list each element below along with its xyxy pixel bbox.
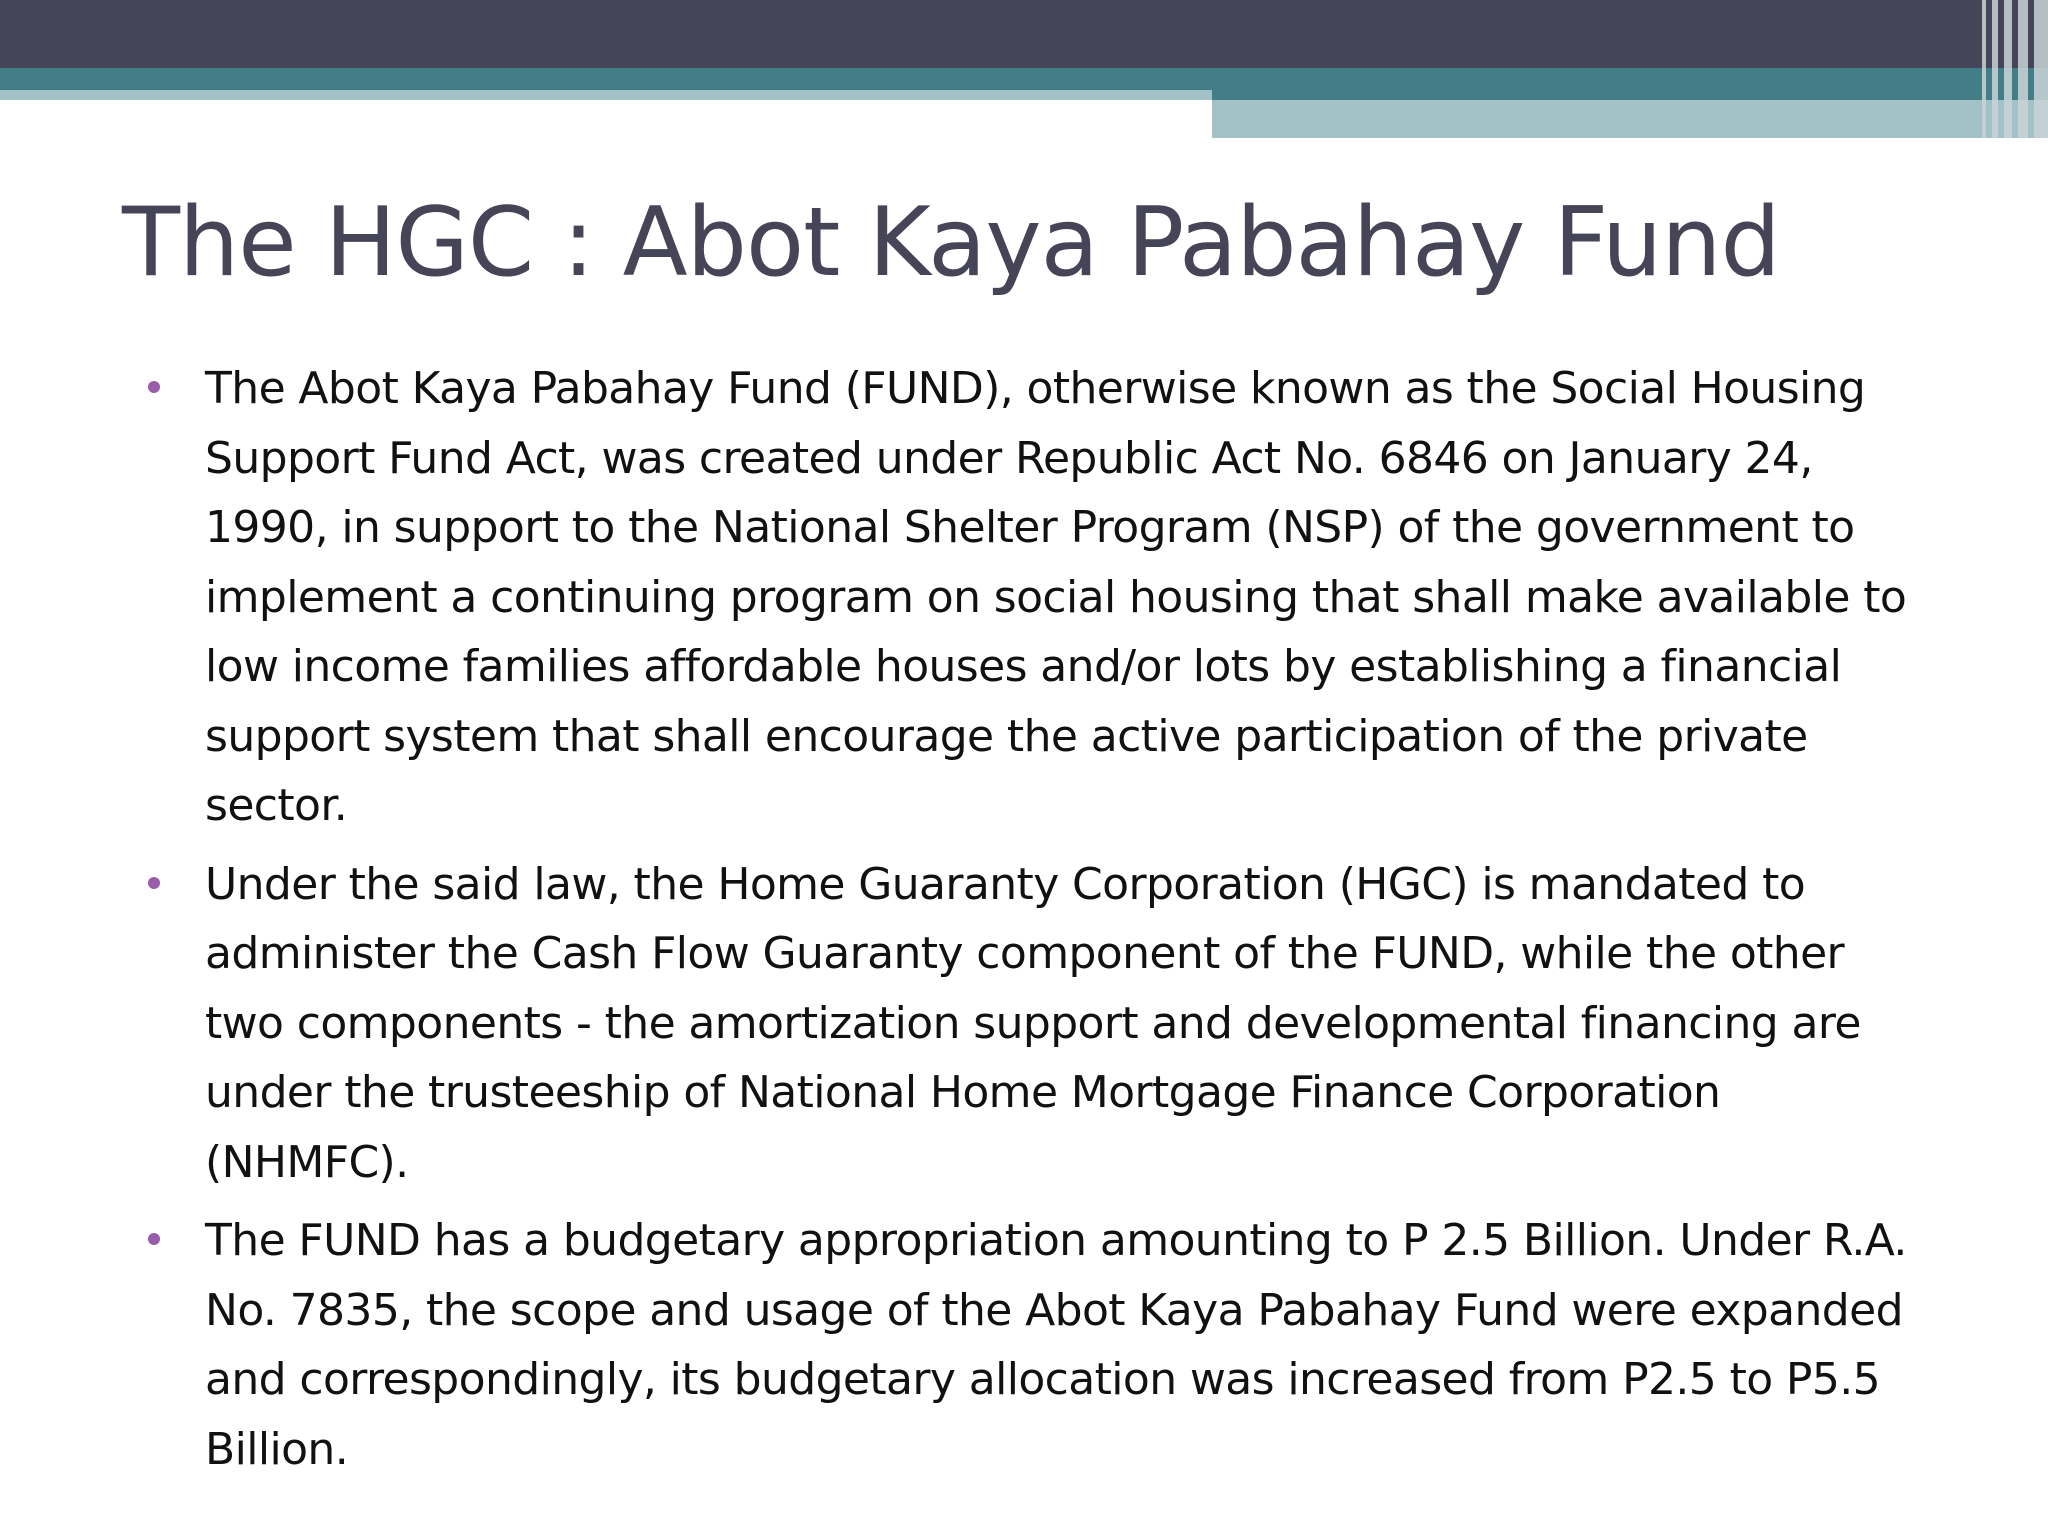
bullet-text: The FUND has a budgetary appropriation amounting to P 2.5 Billion. Under R.A. No. 7835, the scope and usage of the Abot Kaya Pabahay Fund were expanded and correspondingly, its budgetary allocation was increased from P2.5 to P5.5 Billion. — [205, 1215, 1907, 1475]
bullet-text: Under the said law, the Home Guaranty Corporation (HGC) is mandated to administer the Cash Flow Guaranty component of the FUND, while the other two components - the amortization support and developmental financing are under the trusteeship of National Home Mortgage Finance Corporation (NHMFC). — [205, 858, 1861, 1188]
bullet-item — [148, 1206, 1928, 1484]
header-band-light-right — [1212, 100, 2048, 138]
bullet-text: The Abot Kaya Pabahay Fund (FUND), otherwise known as the Social Housing Support Fund Act, was created under Republic Act No. 6846 on January 24, 1990, in support to the National Shelter Program (NSP) of the government to implement a continuing program on social housing that shall make available to low income families affordable houses and/or lots by establishing a financial support system that shall encourage the active participation of the private sector. — [205, 363, 1907, 831]
bullet-item — [148, 354, 1928, 841]
slide-title: The HGC : Abot Kaya Pabahay Fund — [122, 188, 1780, 298]
bullet-dot-icon — [148, 381, 160, 393]
bullet-item — [148, 850, 1928, 1198]
bullet-dot-icon — [148, 877, 160, 889]
bullet-dot-icon — [148, 1233, 160, 1245]
header-band-light-left — [0, 90, 1212, 100]
bullet-list — [148, 354, 1928, 1493]
header-stripes — [1982, 0, 2048, 138]
header-band-dark — [0, 0, 2048, 68]
